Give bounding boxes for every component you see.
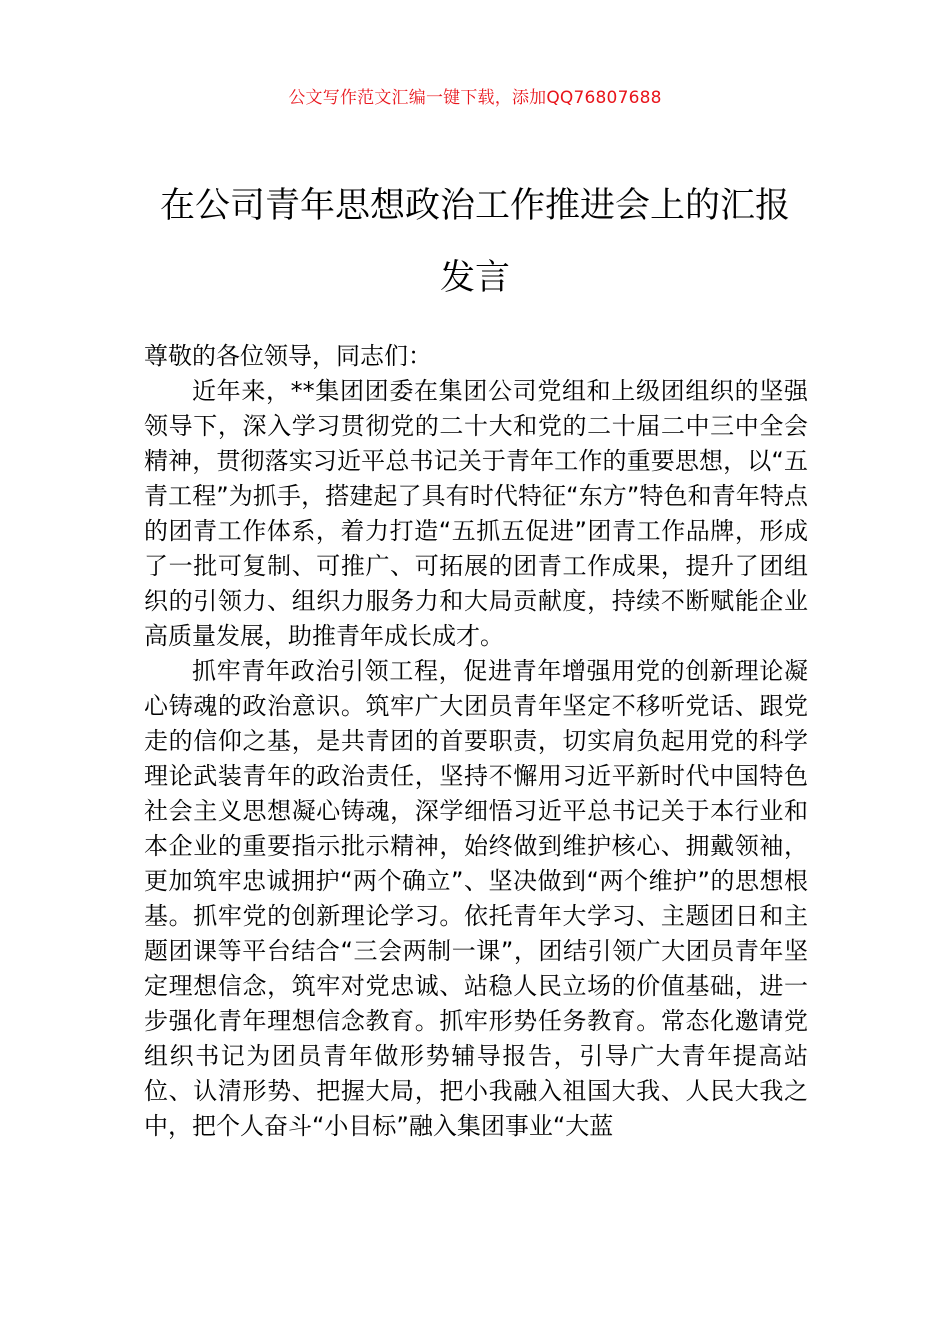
body-paragraph: 近年来，**集团团委在集团公司党组和上级团组织的坚强领导下，深入学习贯彻党的二十大和党的二十届二中三中全会精神，贯彻落实习近平总书记关于青年工作的重要思想，以“五青工程”为抓手，搭建起了具有时代特征“东方”特色和青年特点的团青工作体系，着力打造“五抓五促进”团青工作品牌，形成了一批可复制、可推广、可拓展的团青工作成果，提升了团组织的引领力、组织力服务力和大局贡献度，持续不断赋能企业高质量发展，助推青年成长成才。 bbox=[144, 377, 808, 650]
document-body bbox=[144, 339, 808, 1144]
body-paragraph: 抓牢青年政治引领工程，促进青年增强用党的创新理论凝心铸魂的政治意识。筑牢广大团员青年坚定不移听党话、跟党走的信仰之基，是共青团的首要职责，切实肩负起用党的科学理论武装青年的政治责任，坚持不懈用习近平新时代中国特色社会主义思想凝心铸魂，深学细悟习近平总书记关于本行业和本企业的重要指示批示精神，始终做到维护核心、拥戴领袖，更加筑牢忠诚拥护“两个确立”、坚决做到“两个维护”的思想根基。抓牢党的创新理论学习。依托青年大学习、主题团日和主题团课等平台结合“三会两制一课”，团结引领广大团员青年坚定理想信念，筑牢对党忠诚、站稳人民立场的价值基础，进一步强化青年理想信念教育。抓牢形势任务教育。常态化邀请党组织书记为团员青年做形势辅导报告，引导广大青年提高站位、认清形势、把握大局，把小我融入祖国大我、人民大我之中，把个人奋斗“小目标”融入集团事业“大蓝 bbox=[144, 657, 808, 1140]
download-promo-note: 公文写作范文汇编一键下载，添加QQ76807688 bbox=[288, 88, 662, 108]
salutation: 尊敬的各位领导，同志们： bbox=[144, 342, 432, 370]
document-title: 在公司青年思想政治工作推进会上的汇报发言 bbox=[159, 186, 790, 298]
